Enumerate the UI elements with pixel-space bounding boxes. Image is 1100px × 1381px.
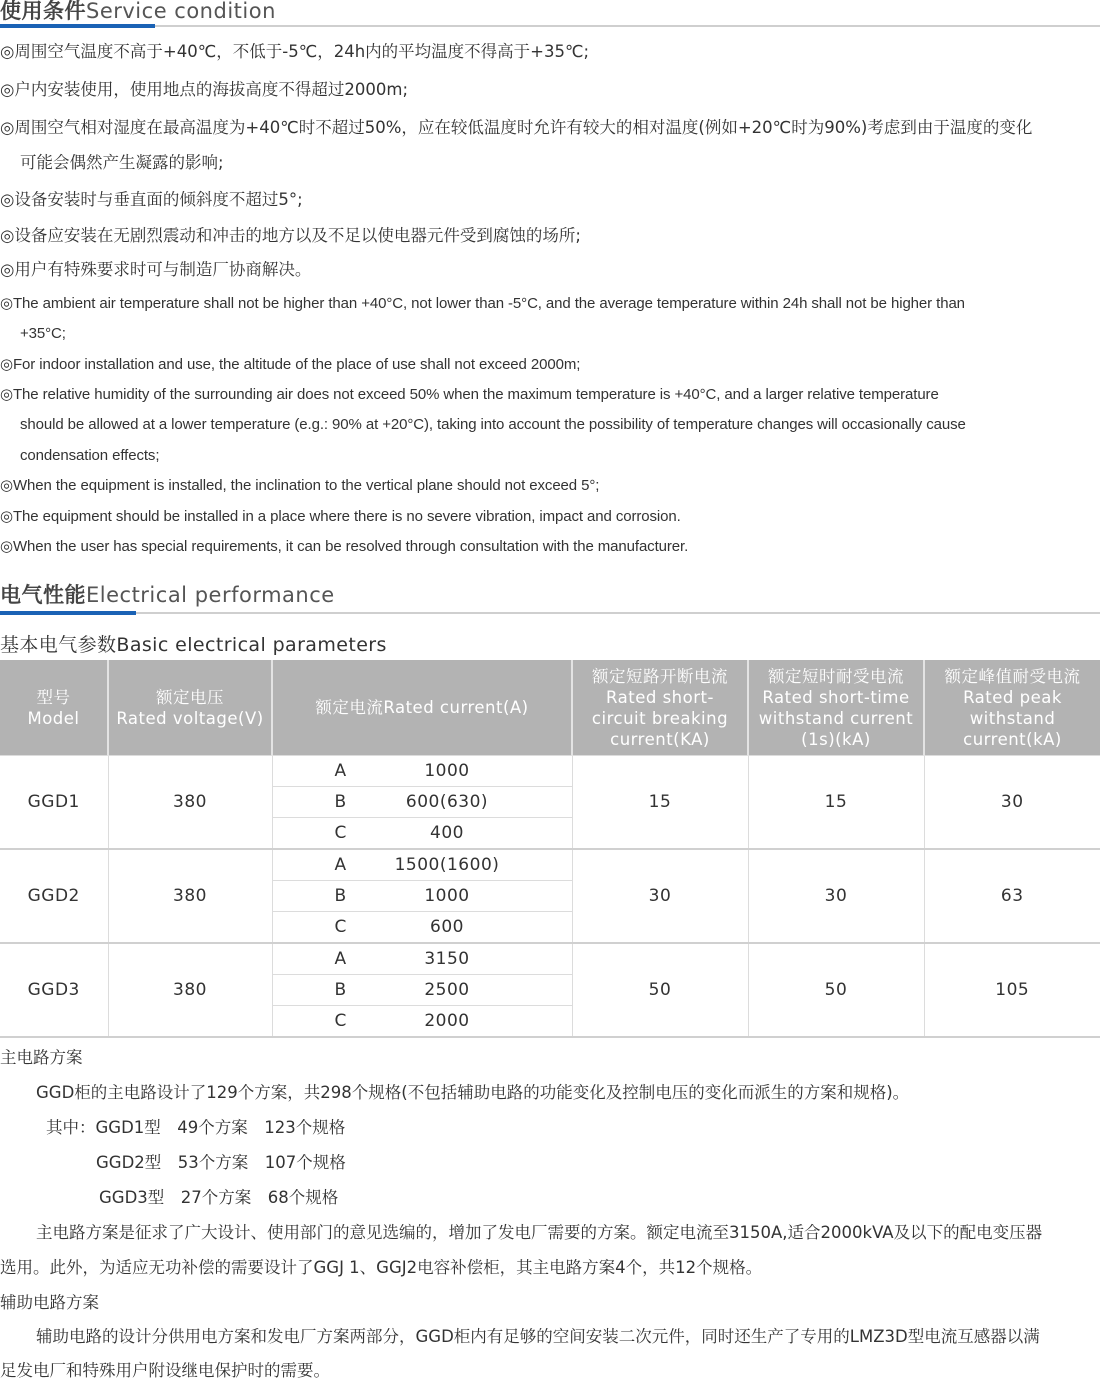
- table-row: [0, 756, 1100, 787]
- cell-current-grade: A: [272, 943, 372, 975]
- cell-current-grade: B: [272, 787, 372, 818]
- section-divider-accent: [0, 24, 155, 28]
- cell-current-value: 600(630): [372, 787, 572, 818]
- main-circuit-heading: 主电路方案: [0, 1048, 83, 1067]
- cell-voltage: 380: [108, 849, 272, 943]
- condition-item-cn-cont: 可能会偶然产生凝露的影响;: [20, 153, 224, 172]
- section-divider: [0, 612, 1100, 614]
- header-peak: 额定峰值耐受电流 Rated peak withstand current(kA): [924, 660, 1100, 756]
- condition-item-en: ◎The relative humidity of the surrounding air does not exceed 50% when the maximum temperature is +40°C, and a larger relative temperature: [0, 386, 939, 403]
- main-circuit-list-item: GGD3型 27个方案 68个规格: [99, 1188, 339, 1207]
- main-circuit-list-item: GGD2型 53个方案 107个规格: [96, 1153, 346, 1172]
- condition-item-en: ◎The ambient air temperature shall not be higher than +40°C, not lower than -5°C, and the average temperature within 24h shall not be higher than: [0, 295, 965, 312]
- cell-current-value: 1500(1600): [372, 849, 572, 881]
- cell-breaking-current: 50: [572, 943, 748, 1037]
- cell-current-value: 3150: [372, 943, 572, 975]
- header-short-time: 额定短时耐受电流 Rated short-time withstand current (1s)(kA): [748, 660, 924, 756]
- cell-peak-current: 63: [924, 849, 1100, 943]
- table-header-row: [0, 660, 1100, 756]
- section-title-cn: 使用条件: [0, 0, 86, 23]
- table-row: [0, 849, 1100, 881]
- condition-item-en-cont: +35°C;: [20, 325, 66, 342]
- cell-voltage: 380: [108, 756, 272, 850]
- header-model: 型号 Model: [0, 660, 108, 756]
- section-title-cn: 电气性能: [0, 583, 86, 607]
- cell-current-grade: C: [272, 818, 372, 850]
- header-voltage: 额定电压 Rated voltage(V): [108, 660, 272, 756]
- main-circuit-paragraph: GGD柜的主电路设计了129个方案，共298个规格(不包括辅助电路的功能变化及控制电压的变化而派生的方案和规格)。: [36, 1083, 910, 1102]
- cell-current-grade: B: [272, 881, 372, 912]
- cell-peak-current: 105: [924, 943, 1100, 1037]
- cell-current-grade: C: [272, 912, 372, 944]
- cell-current-grade: A: [272, 849, 372, 881]
- cell-short-time-current: 15: [748, 756, 924, 850]
- main-circuit-paragraph: 主电路方案是征求了广大设计、使用部门的意见选编的，增加了发电厂需要的方案。额定电流至3150A,适合2000kVA及以下的配电变压器: [36, 1223, 1043, 1242]
- cell-short-time-current: 50: [748, 943, 924, 1037]
- cell-current-value: 2000: [372, 1006, 572, 1038]
- header-breaking: 额定短路开断电流 Rated short- circuit breaking current(KA): [572, 660, 748, 756]
- cell-current-value: 1000: [372, 881, 572, 912]
- cell-current-grade: C: [272, 1006, 372, 1038]
- cell-current-value: 2500: [372, 975, 572, 1006]
- cell-short-time-current: 30: [748, 849, 924, 943]
- table-subtitle: 基本电气参数Basic electrical parameters: [0, 634, 387, 656]
- cell-model: GGD2: [0, 849, 108, 943]
- cell-model: GGD3: [0, 943, 108, 1037]
- condition-item-en-cont: condensation effects;: [20, 447, 160, 464]
- condition-item-en: ◎When the equipment is installed, the inclination to the vertical plane should not exceed 5°;: [0, 477, 600, 494]
- condition-item-en: ◎The equipment should be installed in a place where there is no severe vibration, impact and corrosion.: [0, 508, 681, 525]
- main-circuit-list-item: 其中：GGD1型 49个方案 123个规格: [46, 1118, 346, 1137]
- cell-current-value: 400: [372, 818, 572, 850]
- condition-item-cn: ◎设备安装时与垂直面的倾斜度不超过5°;: [0, 190, 303, 209]
- table-body: [0, 756, 1100, 1038]
- cell-current-value: 600: [372, 912, 572, 944]
- header-current: 额定电流Rated current(A): [272, 660, 572, 756]
- aux-circuit-heading: 辅助电路方案: [0, 1293, 99, 1312]
- condition-item-en: ◎When the user has special requirements, it can be resolved through consultation with the manufacturer.: [0, 538, 689, 555]
- table-row: [0, 943, 1100, 975]
- cell-peak-current: 30: [924, 756, 1100, 850]
- cell-current-grade: B: [272, 975, 372, 1006]
- condition-item-cn: ◎周围空气温度不高于+40℃，不低于-5℃，24h内的平均温度不得高于+35℃;: [0, 42, 590, 61]
- cell-breaking-current: 30: [572, 849, 748, 943]
- aux-circuit-paragraph-cont: 足发电厂和特殊用户附设继电保护时的需要。: [0, 1361, 330, 1380]
- cell-current-grade: A: [272, 756, 372, 787]
- aux-circuit-paragraph: 辅助电路的设计分供用电方案和发电厂方案两部分，GGD柜内有足够的空间安装二次元件，同时还生产了专用的LMZ3D型电流互感器以满: [36, 1327, 1040, 1346]
- section-divider: [0, 25, 1100, 27]
- main-circuit-paragraph-cont: 选用。此外，为适应无功补偿的需要设计了GGJ 1、GGJ2电容补偿柜，其主电路方案4个，共12个规格。: [0, 1258, 763, 1277]
- cell-voltage: 380: [108, 943, 272, 1037]
- condition-item-en: ◎For indoor installation and use, the altitude of the place of use shall not exceed 2000m;: [0, 356, 581, 373]
- condition-item-en-cont: should be allowed at a lower temperature (e.g.: 90% at +20°C), taking into account the possibility of temperature changes will occasionally cause: [20, 416, 966, 433]
- condition-item-cn: ◎户内安装使用，使用地点的海拔高度不得超过2000m;: [0, 80, 409, 99]
- condition-item-cn: ◎周围空气相对湿度在最高温度为+40℃时不超过50%，应在较低温度时允许有较大的相对温度(例如+20℃时为90%)考虑到由于温度的变化: [0, 118, 1033, 137]
- section-title-en: Service condition: [86, 0, 276, 23]
- section-title-service: [0, 0, 276, 22]
- cell-model: GGD1: [0, 756, 108, 850]
- section-divider-accent: [0, 611, 136, 615]
- cell-breaking-current: 15: [572, 756, 748, 850]
- condition-item-cn: ◎设备应安装在无剧烈震动和冲击的地方以及不足以使电器元件受到腐蚀的场所;: [0, 226, 581, 245]
- electrical-parameters-table: [0, 660, 1100, 1038]
- cell-current-value: 1000: [372, 756, 572, 787]
- section-title-en: Electrical performance: [86, 583, 335, 607]
- section-title-electrical: [0, 584, 335, 606]
- condition-item-cn: ◎用户有特殊要求时可与制造厂协商解决。: [0, 260, 312, 279]
